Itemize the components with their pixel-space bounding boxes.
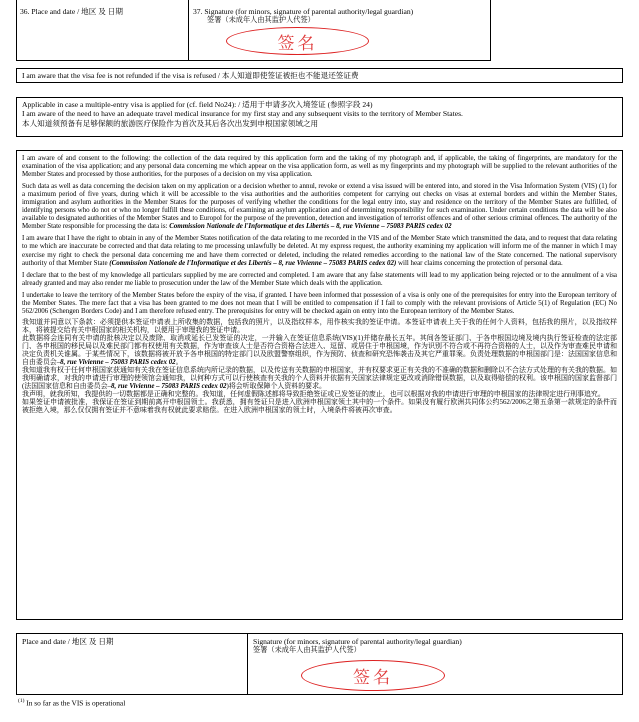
declaration-zh-paragraph-5: 如果签证申请被批准，我保证在签证到期前离开申根国领土。我获悉，拥有签证只是进入欧洲申根国家领土其中的一个条件。如果没有履行欧洲共同体公约562/2006之第五条第一款规定的条件而被拒绝入境，那么仅仅拥有签证并不意味着我有权就此要求赔偿。在进入欧洲申根国家的领土时，入境条件将被再次审查。 [22,398,617,415]
multiple-entry-line2: I am aware of the need to have an adequate travel medical insurance for my first stay and any subsequent visits to the territory of Member States. [22,109,463,119]
data-authority-address: Commission Nationale de l'Informatique et des Libertés – 8, rue Vivienne – 75083 PARIS cedex 02 [169,222,452,231]
field-37-signature-label: 37. Signature (for minors, signature of parental authority/legal guardian) [193,7,414,16]
top-signature-section [16,0,491,61]
declaration-zh-paragraph-4: 我声明，就我所知，我提供的一切数据都是正确和完整的。我知道，任何虚假陈述都将导致拒绝签证或已发签证的废止，也可以根据对我的申请进行审理的申根国家的法律规定进行刑事追究。 [22,390,605,399]
supervisory-authority-address-zh: 8, rue Vivienne – 75083 PARIS cedex 02 [111,382,227,391]
declaration-paragraph-1: I am aware of and consent to the following: the collection of the data required by this application form and the taking of my photograph and, if applicable, the taking of fingerprints, are mandatory for the examination of the visa application; and any personal data concerning me which appear on the visa application form, as well as my fingerprints and my photograph will be supplied to the relevant authorities of the Member States and processed by those authorities, for the purposes of a decision on my visa application. [22,154,617,179]
field-37-signature-label-zh: 签署（未成年人由其监护人代签） [207,16,315,24]
bottom-signature-label-zh: 签署（未成年人由其监护人代签） [253,646,361,654]
bottom-column-divider [247,634,248,695]
declaration-paragraph-4: I declare that to the best of my knowledge all particulars supplied by me are corrected and completed. I am aware that any false statements will lead to my application being rejected or to the annulment of a visa already granted and may also render me liable to prosecution under the law of the Member State which deals with the application. [22,270,617,287]
visa-fee-notice-text: I am aware that the visa fee is not refunded if the visa is refused / 本人知道即使签证被拒也不能退还签证费 [22,71,359,80]
declaration-zh-paragraph-2: 此数据将会连同有关申请的批核决定以及废除、取消或延长已发签证的决定，一并输入在签证信息系统(VIS)(1)并储存最长五年。其间各签证部门、于各申根国边境及境内执行签证检查的法定部门、各申根国的移民局以及难民部门都有权使用有关数据，作为审查该人士是否符合资格合法进入、逗留、或居住于申根国境，作为识别不符合或不再符合资格的人士，以及作为审查难民申请和决定负责机关谁属。于某些情况下，该数据将被开放予各申根国的特定部门以及欧盟警察组织，作为预防、侦查和研究恐怖袭击及其它严重罪案。负责处理数据的申根国部门是：法国国家信息和自由委员会–8, rue Vivienne – 75083 PARIS cedex 02。 [22,333,617,367]
supervisory-authority-address: (Commission Nationale de l'Informatique et des Libertés – 8, rue Vivienne – 75083 PARIS cedex 02) [109,258,397,267]
top-column-divider [188,0,189,61]
bottom-signature-stamp-text: 签名 [353,668,393,688]
multiple-entry-notice [16,97,623,137]
field-37-signature-box[interactable] [226,27,369,55]
footnote-text: In so far as the VIS is operational [24,698,126,708]
consent-declaration [16,150,623,620]
footnote [18,696,125,708]
multiple-entry-line1: Applicable in case a multiple-entry visa is applied for (cf. field No24): / 适用于申请多次入境签证 (参照字段 24) [22,100,373,109]
footnote-marker: (1) [18,698,25,704]
declaration-paragraph-3: I am aware that I have the right to obtain in any of the Member States notification of the data relating to me recorded in the VIS and of the Member State which transmitted the data, and to request that data relating to me which are inaccurate be corrected and that data relating to me processing unlawfully be deleted. At my express request, the authority examining my application will inform me of the manner in which I may exercise my right to check the personal data concerning me and have them corrected or deleted, including the related remedies according to the national law of the State concerned. The national supervisory authority of that Member State (Commission Nationale de l'Informatique et des Libertés – 8, rue Vivienne – 75083 PARIS cedex 02) will hear claims concerning the protection of personal data. [22,234,617,267]
visa-fee-notice [16,68,623,83]
bottom-signature-box[interactable] [301,660,445,691]
declaration-zh-paragraph-1: 我知道并同意以下条款：必须提供本签证申请表上所收集的数据，包括我的照片，以及指纹样本，用作核实我的签证申请。本签证申请表上关于我的任何个人资料，包括我的照片，以及指纹样本，将被提交给有关申根国家的相关机构，以便用于审理我的签证申请。 [22,317,617,334]
bottom-signature-section [16,633,623,695]
declaration-zh-paragraph-3: 我知道我有权于任何申根国家获通知有关我在签证信息系统内所记录的数据，以及传送有关数据的申根国家，并有权要求更正有关我的不准确的数据和删除以不合法方式处理的有关我的数据。如我明确请求，对我的申请进行审理的使领馆会通知我，以何种方式可以行使核查有关我的个人资料并依据有关国家法律规定更改或消除错误数据，以及取得赔偿的权利。该申根国的国家监督部门(法国国家信息和自由委员会–8, rue Vivienne – 75083 PARIS cedex 02)将会听取保障个人资料的要求。 [22,366,617,391]
field-36-place-date-label: 36. Place and date / 地区 及 日期 [20,7,123,16]
place-date-label: Place and date / 地区 及 日期 [22,637,114,646]
signature-stamp-text: 签名 [277,33,318,54]
bottom-signature-label: Signature (for minors, signature of parental authority/legal guardian) [253,637,462,646]
declaration-paragraph-2: Such data as well as data concerning the decision taken on my application or a decision whether to annul, revoke or extend a visa issued will be entered into, and stored in the Visa Information System (VIS) (1) for a maximum period of five years, during which it will be accessible to the visa authorities and the authorities competent for carrying out checks on visas at external borders and within the Member States, immigration and asylum authorities in the Member States for the purposes of verifying whether the conditions for the legal entry into, stay and residence on the territory of the Member States are fulfilled, of identifying persons who do not or who no longer fulfill these conditions, of examining an asylum application and of determining responsibility for such examination. Under certain conditions the data will be also available to designated authorities of the Member States and to Europol for the purpose of the prevention, detection and investigation of terrorist offences and of other serious criminal offences. The authority of the Member State responsible for processing the data is: Commission Nationale de l'Informatique et des Libertés – 8, rue Vivienne – 75083 PARIS cedex 02 [22,182,617,231]
data-authority-address-zh: 8, rue Vivienne – 75083 PARIS cedex 02 [60,358,176,367]
declaration-paragraph-5: I undertake to leave the territory of the Member States before the expiry of the visa, if granted. I have been informed that possession of a visa is only one of the prerequisites for entry into the European territory of the Member States. The mere fact that a visa has been granted to me does not mean that I will be entitled to compensation if I fail to comply with the relevant provisions of Article 5(1) of Regulation (EC) No 562/2006 (Schengen Borders Code) and I am therefore refused entry. The prerequisites for entry will be checked again on entry into the European territory of the Member States. [22,290,617,315]
multiple-entry-line3-zh: 本人知道须预备有足够保额的旅游医疗保险作为首次及其后各次出发到申根国家领域之用 [22,118,319,128]
